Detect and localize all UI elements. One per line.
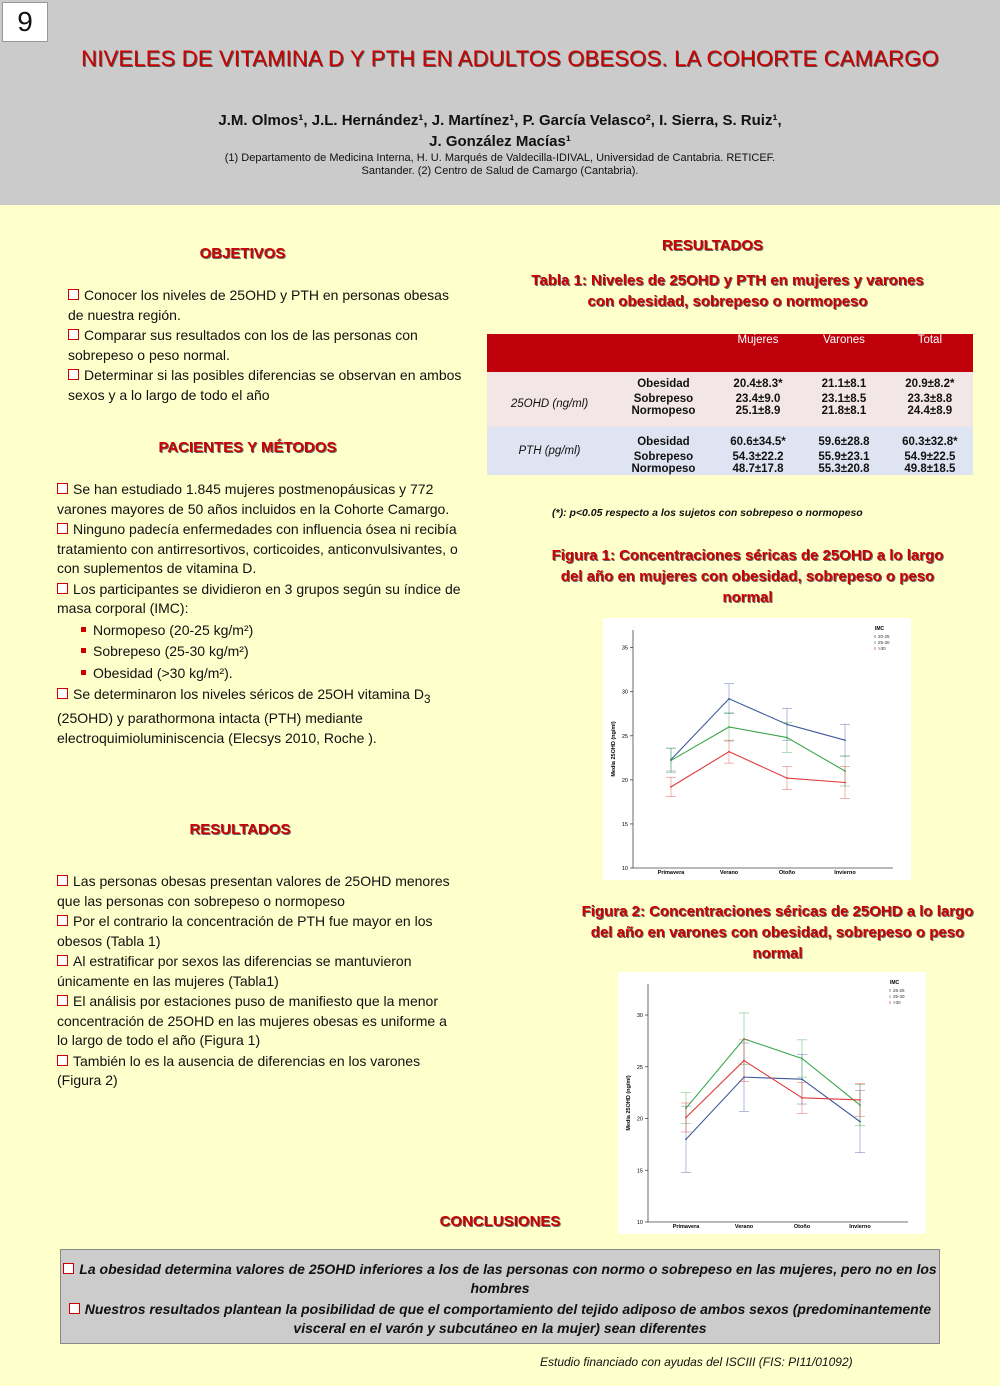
checkbox-bullet-icon [57,875,68,886]
legend-title: IMC [875,626,885,632]
table-row: 25OHD (ng/ml) Obesidad 20.4±8.3* 21.1±8.1 20.9±8.2* [487,372,973,390]
list-item: Los participantes se dividieron en 3 grupos según su índice de masa corporal (IMC): [57,580,461,616]
column-header: Total [887,334,973,372]
checkbox-bullet-icon [57,915,68,926]
data-point [670,786,672,788]
legend-label: 20-25 [878,634,890,639]
column-header: Varones [801,334,887,372]
series-line [671,699,845,760]
checkbox-bullet-icon [57,1055,68,1066]
column-header: Mujeres [715,334,801,372]
checkbox-bullet-icon [68,289,79,300]
data-point [859,1099,861,1101]
y-tick-label: 10 [621,866,628,872]
table-row: PTH (pg/ml) Obesidad 60.6±34.5* 59.6±28.8 60.3±32.8* [487,427,973,448]
list-item: Comparar sus resultados con los de las personas con sobrepeso o peso normal. [68,327,418,363]
square-bullet-icon [81,648,86,653]
legend-label: 25-30 [893,994,905,999]
conclusiones-heading: CONCLUSIONES [439,1213,561,1230]
figure-1-title: Figura 1: Concentraciones séricas de 25OHD a lo largo del año en mujeres con obesidad, sobrepeso o peso normal [551,547,944,606]
affiliations [0,152,1000,178]
metodos-list [57,480,462,749]
table-header-row [487,334,973,372]
resultados-list [57,872,452,1092]
table-footnote: (*): p<0.05 respecto a los sujetos con sobrepeso o normopeso [552,507,863,519]
checkbox-bullet-icon [68,369,79,380]
checkbox-bullet-icon [57,955,68,966]
group-label: 25OHD (ng/ml) [510,397,589,410]
y-tick-label: 25 [621,733,628,740]
poster-title: NIVELES DE VITAMINA D Y PTH EN ADULTOS OBESOS. LA COHORTE CAMARGO [81,46,939,71]
page-number: 9 [2,2,48,42]
figure-2-svg [618,972,926,1234]
y-tick-label: 15 [636,1168,643,1175]
series-line [686,1039,860,1108]
data-point [685,1138,687,1140]
conclusiones-box [60,1249,940,1344]
y-tick-label: 35 [621,645,628,652]
affiliation-line-2: Santander. (2) Centro de Salud de Camargo (Cantabria). [361,165,639,177]
y-tick-label: 10 [636,1220,643,1226]
y-tick-label: 30 [636,1013,643,1020]
square-bullet-icon [81,627,86,632]
figure-2-title: Figura 2: Concentraciones séricas de 25OHD a lo largo del año en varones con obesidad, sobrepeso o peso normal [581,903,974,962]
resultados-left-heading: RESULTADOS [189,821,291,838]
table-row: Normopeso 48.7±17.8 55.3±20.8 49.8±18.5 [487,463,973,475]
series-line [686,1077,860,1139]
square-bullet-icon [81,670,86,675]
x-tick-label: Otoño [778,870,796,876]
data-point [728,726,730,728]
list-item: Las personas obesas presentan valores de 25OHD menores que las personas con sobrepeso o normopeso [57,873,450,909]
checkbox-bullet-icon [57,995,68,1006]
y-tick-label: 30 [621,689,628,696]
data-point [786,777,788,779]
authors-line-2: J. González Macías¹ [429,133,571,150]
y-tick-label: 20 [636,1116,643,1123]
checkbox-bullet-icon [68,329,79,340]
checkbox-bullet-icon [63,1263,74,1274]
legend-title: IMC [890,980,900,986]
header-band [0,0,1000,205]
list-item: La obesidad determina valores de 25OHD inferiores a los de las personas con normo o sobrepeso en las mujeres, pero no en los hombres [61,1260,939,1298]
metodos-heading: PACIENTES Y MÉTODOS [158,439,337,456]
series-line [686,1061,860,1118]
list-item: También lo es la ausencia de diferencias en los varones (Figura 2) [57,1052,421,1088]
x-tick-label: Otoño [793,1224,811,1230]
legend-label: >30 [893,1000,901,1005]
list-item: Conocer los niveles de 25OHD y PTH en personas obesas de nuestra región. [68,287,449,323]
data-point [728,698,730,700]
data-point [844,739,846,741]
list-item: Determinar si las posibles diferencias se observan en ambos sexos y a lo largo de todo el año [68,367,462,403]
list-subitem: Sobrepeso (25-30 kg/m²) [81,642,462,662]
figure-1-chart [603,618,911,880]
list-item: Ninguno padecía enfermedades con influencia ósea ni recibía tratamiento con antirresortivos, corticoides, anticonvulsivantes, o con suplementos de vitamina D. [57,521,458,576]
figure-1-svg [603,618,911,880]
authors-line-1: J.M. Olmos¹, J.L. Hernández¹, J. Martínez¹, P. García Velasco², I. Sierra, S. Ruiz¹, [218,112,782,129]
results-table [487,334,973,475]
list-item: Al estratificar por sexos las diferencias se mantuvieron únicamente en las mujeres (Tabla1) [57,953,412,989]
objetivos-list [68,286,463,406]
x-tick-label: Invierno [849,1224,871,1230]
data-point [801,1058,803,1060]
table-row: Sobrepeso 23.4±9.0 23.1±8.5 23.3±8.8 [487,390,973,405]
y-tick-label: 20 [621,777,628,784]
data-point [728,751,730,753]
data-point [670,760,672,762]
affiliation-line-1: (1) Departamento de Medicina Interna, H. U. Marqués de Valdecilla-IDIVAL, Universidad de Cantabria. RETICEF. [224,152,776,164]
list-item: El análisis por estaciones puso de manifiesto que la menor concentración de 25OHD en las mujeres obesas es uniforme a lo largo de todo el año (Figura 1) [57,993,447,1048]
series-line [671,752,845,787]
objetivos-heading: OBJETIVOS [199,245,286,262]
authors [0,110,1000,152]
table-title: Tabla 1: Niveles de 25OHD y PTH en mujeres y varones con obesidad, sobrepeso o normopeso [531,272,924,310]
list-subitem: Normopeso (20-25 kg/m²) [81,621,462,641]
data-point [743,1060,745,1062]
list-item: Se determinaron los niveles séricos de 25OH vitamina $D_3$ (25OHD) y parathormona intacta (PTH) mediante electroquimioluminiscencia (Elecsys 2010, Roche ). [57,686,431,746]
legend-label: 25-25 [893,988,905,993]
y-tick-label: 25 [636,1064,643,1071]
data-point [801,1078,803,1080]
table-row: Sobrepeso 54.3±22.2 55.9±23.1 54.9±22.5 [487,448,973,463]
x-tick-label: Primavera [672,1224,700,1230]
x-tick-label: Invierno [834,870,856,876]
data-point [743,1038,745,1040]
list-subitem: Obesidad (>30 kg/m²). [81,664,462,684]
x-tick-label: Verano [734,1224,754,1230]
table-row: Normopeso 25.1±8.9 21.8±8.1 24.4±8.9 [487,405,973,427]
x-tick-label: Primavera [657,870,685,876]
list-item: Por el contrario la concentración de PTH fue mayor en los obesos (Tabla 1) [57,913,433,949]
legend-label: >30 [878,646,886,651]
y-axis-label: Media 25OHD (ng/ml) [626,1075,632,1131]
checkbox-bullet-icon [69,1303,80,1314]
group-label: PTH (pg/ml) [518,445,581,457]
checkbox-bullet-icon [57,483,68,494]
data-point [844,782,846,784]
checkbox-bullet-icon [57,523,68,534]
checkbox-bullet-icon [57,688,68,699]
x-tick-label: Verano [719,870,739,876]
data-point [786,737,788,739]
y-axis-label: Media 25OHD (ng/ml) [611,721,617,777]
data-point [801,1097,803,1099]
figure-2-chart [618,972,926,1234]
list-item: Se han estudiado 1.845 mujeres postmenopáusicas y 772 varones mayores de 50 años incluidos en la Cohorte Camargo. [57,481,450,517]
resultados-right-heading: RESULTADOS [661,237,764,254]
checkbox-bullet-icon [57,583,68,594]
data-point [685,1117,687,1119]
funding-note: Estudio financiado con ayudas del ISCIII (FIS: PI11/01092) [540,1355,853,1369]
y-tick-label: 15 [621,821,628,828]
legend-label: 25-30 [878,640,890,645]
list-item: Nuestros resultados plantean la posibilidad de que el comportamiento del tejido adiposo de ambos sexos (predominantemente visceral en el varón y subcutáneo en la mujer) sean diferentes [61,1300,939,1338]
